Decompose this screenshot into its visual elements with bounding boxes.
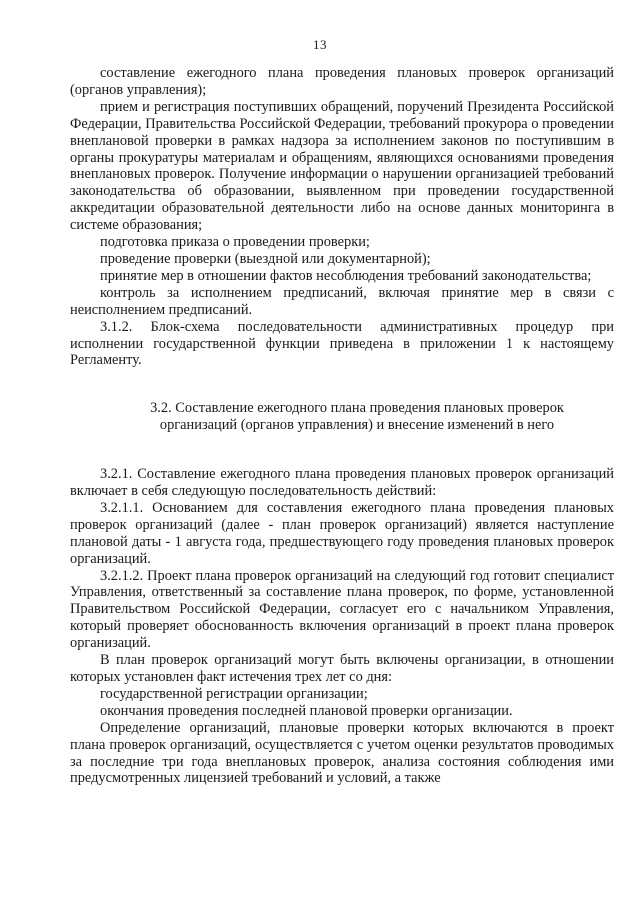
paragraph: В план проверок организаций могут быть включены организации, в отношении которых установлен факт истечения трех лет со дня: — [70, 652, 614, 685]
paragraph: 3.2.1.2. Проект плана проверок организаций на следующий год готовит специалист Управления, ответственный за составление плана проверок, по форме, установленной Правительством Российской Федерации, согласует его с начальником Управления, который проверяет обоснованность включения организаций в проект плана проверок организаций. — [70, 567, 614, 652]
paragraph: проведение проверки (выездной или документарной); — [100, 250, 431, 267]
paragraph: принятие мер в отношении фактов несоблюдения требований законодательства; — [100, 267, 592, 284]
paragraph: составление ежегодного плана проведения плановых проверок организаций (органов управления); — [70, 65, 614, 98]
paragraph: 3.2.1.1. Основанием для составления ежегодного плана проведения плановых проверок организаций (далее - план проверок организаций) является наступление плановой даты - 1 августа года, предшествующего году проведения плановых проверок организаций. — [70, 499, 614, 567]
paragraph: Определение организаций, плановые проверки которых включаются в проект плана проверок организаций, осуществляется с учетом оценки результатов проводимых за последние три года внеплановых проверок, анализа состояния соблюдения ими предусмотренных лицензией требований и условий, а также — [70, 719, 614, 787]
paragraph: прием и регистрация поступивших обращений, поручений Президента Российской Федерации, Правительства Российской Федерации, требований прокурора о проведении внеплановой проверки в рамках надзора за исполнением законов по поступившим в органы прокуратуры материалам и обращениям, являющихся основаниями проведения внеплановых проверок. Получение информации о нарушении организацией требований законодательства об образовании, выявленном при проведении государственной аккредитации образовательной деятельности либо на основе данных мониторинга в системе образования; — [70, 98, 614, 234]
paragraph: окончания проведения последней плановой проверки организации. — [100, 702, 513, 719]
paragraph: государственной регистрации организации; — [100, 685, 368, 702]
paragraph: 3.1.2. Блок-схема последовательности административных процедур при исполнении государственной функции приведена в приложении 1 к настоящему Регламенту. — [70, 318, 614, 369]
document-body — [70, 65, 614, 787]
section-title-line: организаций (органов управления) и внесение изменений в него — [159, 417, 555, 434]
paragraph: подготовка приказа о проведении проверки; — [100, 234, 370, 251]
paragraph: 3.2.1. Составление ежегодного плана проведения плановых проверок организаций включает в себя следующую последовательность действий: — [70, 466, 614, 500]
section-title — [70, 400, 614, 434]
paragraph: контроль за исполнением предписаний, включая принятие мер в связи с неисполнением предписаний. — [70, 284, 614, 318]
section-title-line: 3.2. Составление ежегодного плана проведения плановых проверок — [150, 400, 564, 417]
page-number: 13 — [313, 37, 327, 52]
